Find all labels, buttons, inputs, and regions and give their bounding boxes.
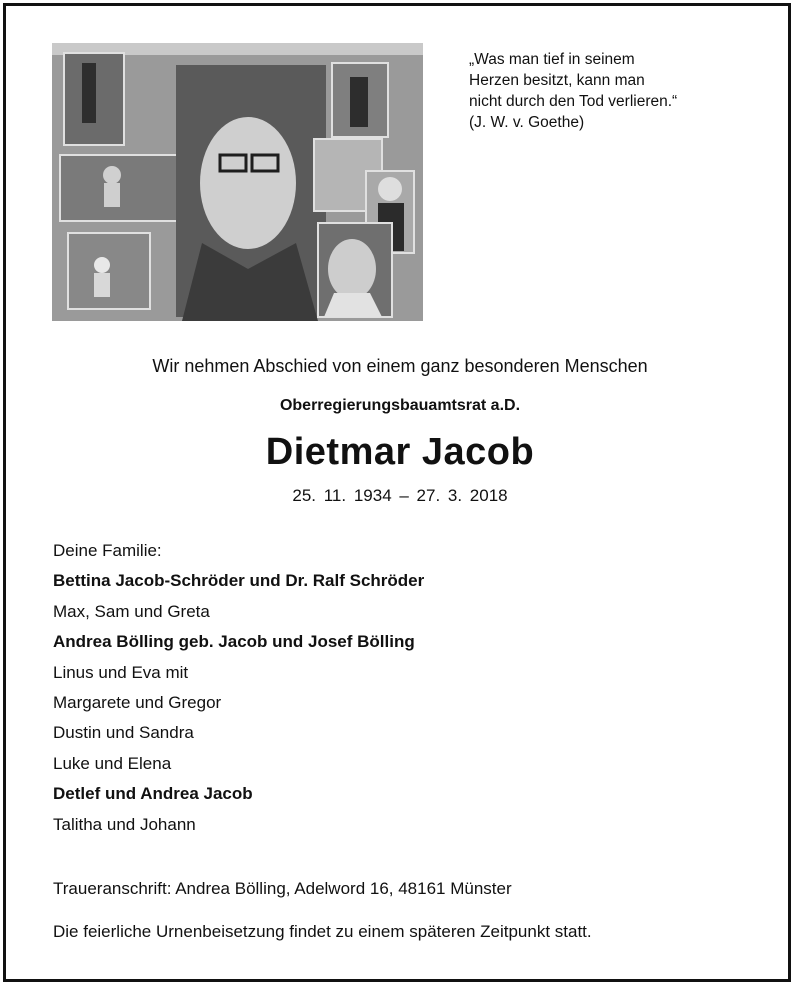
family-heading: Deine Familie: (53, 541, 162, 560)
life-dates: 25. 11. 1934 – 27. 3. 2018 (292, 486, 508, 505)
family-member: Luke und Elena (53, 753, 172, 773)
intro-text: Wir nehmen Abschied von einem ganz besonderen Menschen (152, 356, 648, 376)
family-list (53, 540, 753, 844)
mourning-address: Traueranschrift: Andrea Bölling, Adelword 16, 48161 Münster (53, 879, 512, 898)
deceased-name: Dietmar Jacob (265, 431, 535, 473)
burial-note: Die feierliche Urnenbeisetzung findet zu einem späteren Zeitpunkt statt. (53, 922, 592, 941)
family-member: Talitha und Johann (53, 814, 196, 834)
goethe-quote (469, 49, 779, 133)
family-member: Dustin und Sandra (53, 723, 194, 743)
quote-attribution: (J. W. v. Goethe) (469, 114, 585, 131)
family-member: Linus und Eva mit (53, 662, 189, 682)
photo-collage (52, 43, 423, 321)
deceased-title: Oberregierungsbauamtsrat a.D. (279, 397, 521, 414)
photo-collage-image (52, 43, 423, 321)
family-member: Bettina Jacob-Schröder und Dr. Ralf Schröder (53, 571, 425, 591)
family-member: Andrea Bölling geb. Jacob und Josef Bölling (53, 632, 415, 652)
family-member: Max, Sam und Greta (53, 601, 210, 621)
quote-line: „Was man tief in seinem (469, 51, 635, 68)
family-member: Margarete und Gregor (53, 692, 222, 712)
quote-line: nicht durch den Tod verlieren.“ (469, 93, 678, 110)
family-member: Detlef und Andrea Jacob (53, 784, 253, 804)
quote-line: Herzen besitzt, kann man (469, 72, 645, 89)
